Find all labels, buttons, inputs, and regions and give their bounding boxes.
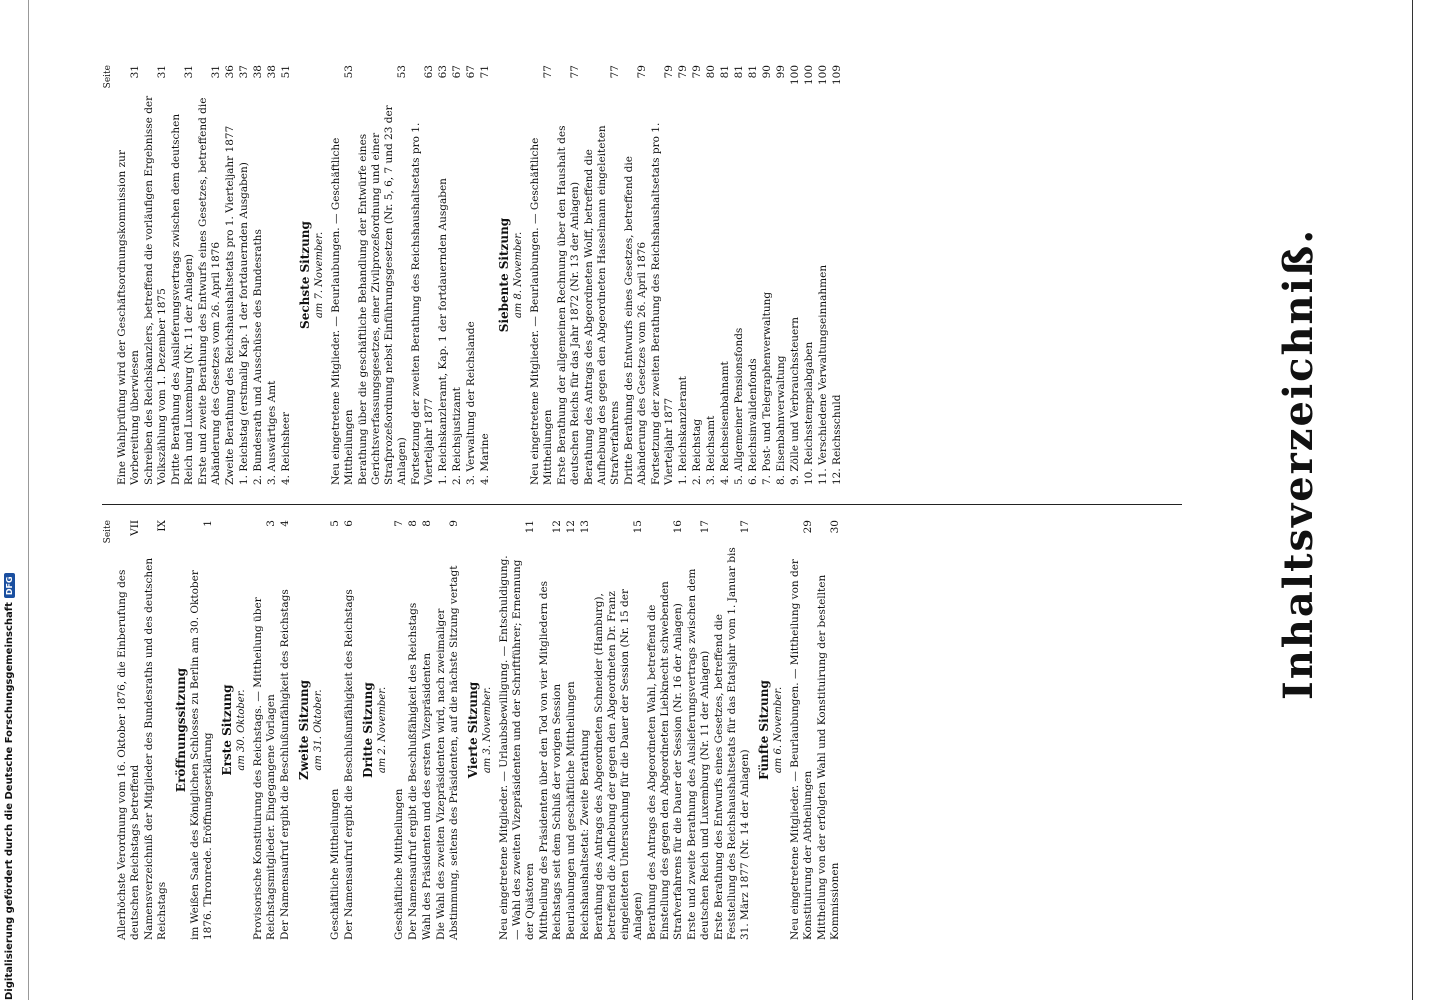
toc-page-number: 29 (802, 520, 814, 534)
toc-entry-text: 4. Reichsheer (280, 411, 292, 485)
toc-entry-text: Reichshaushaltsetat: Zweite Berathung (579, 729, 591, 940)
toc-entry (252, 520, 278, 940)
dfg-logo: DFG (4, 573, 15, 598)
toc-entry (623, 65, 649, 485)
toc-entry-text: Neu eingetretene Mitglieder. — Beurlaubungen. — Geschäftliche Mittheilungen (330, 137, 355, 485)
toc-entry-text: 3. Verwaltung der Reichslande (465, 321, 477, 485)
toc-entry (691, 65, 704, 485)
page-title: Inhaltsverzeichniß. (1275, 227, 1322, 700)
toc-entry-text: 5. Allgemeiner Pensionsfonds (733, 327, 745, 485)
toc-page-number: 79 (691, 65, 703, 79)
toc-page-number: VII (129, 520, 141, 536)
session-date: am 6. November. (773, 686, 784, 774)
toc-entry-text: Der Namensaufruf ergibt die Beschlußfähigkeit des Reichstags (407, 602, 419, 940)
toc-entry (817, 65, 830, 485)
toc-entry-text: Fortsetzung der zweiten Berathung des Reichshaushaltsetats pro 1. Vierteljahr 1877 (410, 122, 435, 485)
toc-page-number: IX (156, 520, 168, 532)
session-header: Zweite Sitzung (297, 679, 311, 781)
toc-page-number: 79 (677, 65, 689, 79)
toc-entry-text: Geschäftliche Mittheilungen (393, 788, 405, 940)
toc-entry (451, 65, 464, 485)
toc-entry (329, 520, 342, 940)
toc-entry-text: 10. Reichsstempelabgaben (803, 341, 815, 485)
toc-entry-text: Neu eingetretene Mitglieder. — Beurlaubungen. — Mittheilung von der Konstituirung der Abtheilungen (789, 559, 814, 940)
session-header: Fünfte Sitzung (757, 680, 771, 780)
toc-entry-text: Berathung des Antrags des Abgeordneten Wolff, betreffend die Aufhebung des gegen den Abgeordneten Hasselmann eingeleiteten Strafverfahrens (583, 125, 621, 485)
toc-entry (775, 65, 788, 485)
toc-page-number: 4 (279, 520, 291, 527)
toc-page-number: 6 (343, 520, 355, 527)
right-column (102, 65, 1262, 485)
toc-page-number: 8 (407, 520, 419, 527)
toc-page-number: 3 (265, 520, 277, 527)
toc-entry-text: Dritte Berathung des Entwurfs eines Gesetzes, betreffend die Abänderung des Gesetzes vom 26. April 1876 (623, 156, 648, 485)
toc-page-number: 100 (789, 65, 801, 86)
session-date: am 3. November. (482, 686, 493, 774)
toc-entry-text: Namensverzeichniß der Mitglieder des Bundesraths und des deutschen Reichstags (143, 557, 168, 940)
toc-entry-text: Geschäftliche Mittheilungen (329, 788, 341, 940)
toc-entry-text: Eine Wahlprüfung wird der Geschäftsordnungskommission zur Vorbereitung überwiesen (116, 150, 141, 485)
toc-entry (565, 520, 578, 940)
toc-page-number: 77 (542, 65, 554, 79)
toc-page-number: 31 (183, 65, 195, 79)
toc-page-number: 81 (733, 65, 745, 79)
toc-entry-text: Allerhöchste Verordnung vom 16. Oktober 1876, die Einberufung des deutschen Reichstags betreffend (116, 569, 141, 940)
toc-entry (529, 65, 555, 485)
session-date: am 30. Oktober. (236, 689, 247, 771)
toc-page-number: 63 (437, 65, 449, 79)
toc-entry-text: Beurlaubungen und geschäftliche Mittheilungen (565, 681, 577, 940)
toc-page-number: 8 (421, 520, 433, 527)
toc-entry (407, 520, 420, 940)
toc-entry (170, 65, 196, 485)
column-divider (102, 504, 1182, 505)
toc-entry (238, 65, 251, 485)
toc-entry-text: Erste und zweite Berathung des Entwurfs eines Gesetzes, betreffend die Abänderung des Gesetzes vom 26. April 1876 (197, 97, 222, 485)
columns (42, 0, 1432, 1000)
toc-entry-text: Dritte Berathung des Auslieferungsvertrags zwischen dem deutschen Reich und Luxemburg (Nr. 11 der Anlagen) (170, 113, 195, 485)
toc-entry (280, 65, 293, 485)
toc-entry (538, 520, 564, 940)
toc-entry (357, 65, 409, 485)
toc-page-number: 79 (663, 65, 675, 79)
toc-page-number: 51 (280, 65, 292, 79)
toc-page-number: 17 (739, 520, 751, 534)
toc-entry-text: Erste und zweite Berathung des Auslieferungsvertrags zwischen dem deutschen Reich und Luxemburg (Nr. 11 der Anlagen) (686, 568, 711, 940)
toc-page-number: 77 (569, 65, 581, 79)
toc-entry-text: Zweite Berathung des Reichshaushaltsetats pro 1. Vierteljahr 1877 (224, 125, 236, 485)
toc-entry (803, 65, 816, 485)
toc-page-number: 11 (524, 520, 536, 534)
toc-page-number: 90 (761, 65, 773, 79)
toc-entry (143, 65, 169, 485)
toc-entry (266, 65, 279, 485)
toc-entry (498, 520, 537, 940)
toc-entry-text: Wahl des Präsidenten und des ersten Vizepräsidenten (421, 652, 433, 940)
toc-entry (593, 520, 645, 940)
toc-entry-text: Neu eingetretene Mitglieder. — Beurlaubungen. — Geschäftliche Mittheilungen (529, 137, 554, 485)
toc-entry (747, 65, 760, 485)
toc-entry (437, 65, 450, 485)
toc-entry-text: 4. Reichseisenbahnamt (719, 361, 731, 485)
toc-entry-text: 4. Marine (479, 433, 491, 485)
toc-page-number: 5 (329, 520, 341, 527)
toc-page-number: 15 (632, 520, 644, 534)
toc-entry-text: 11. Verschiedene Verwaltungseinnahmen (817, 264, 829, 485)
toc-entry (761, 65, 774, 485)
toc-page-number: 79 (636, 65, 648, 79)
toc-entry-text: Mittheilung von der erfolgten Wahl und Konstituirung der bestellten Kommissionen (816, 574, 841, 940)
toc-entry-text: 2. Reichstag (691, 418, 703, 485)
toc-entry (556, 65, 582, 485)
toc-page-number: 12 (551, 520, 563, 534)
toc-page-number: 80 (705, 65, 717, 79)
toc-entry (831, 65, 844, 485)
toc-entry-text: 9. Zölle und Verbrauchssteuern (789, 316, 801, 485)
toc-page-number: 99 (775, 65, 787, 79)
toc-entry (686, 520, 712, 940)
toc-entry (719, 65, 732, 485)
toc-entry-text: Der Namensaufruf ergibt die Beschlußunfähigkeit des Reichstags (279, 589, 291, 940)
toc-entry-text: Erste Berathung des Entwurfs eines Gesetzes, betreffend die Feststellung des Reichshaushaltsetats für das Etatsjahr vom 1. Januar bis 31. März 1877 (Nr. 14 der Anlagen) (713, 547, 751, 940)
toc-entry-text: Neu eingetretene Mitglieder. — Urlaubsbewilligung. — Entschuldigung. — Wahl des zweiten Vizepräsidenten und der Schriftführer; Ernennung der Quästoren (498, 555, 536, 940)
toc-entry (646, 520, 685, 940)
toc-page-number: 38 (266, 65, 278, 79)
toc-entry (479, 65, 492, 485)
toc-entry-text: 8. Eisenbahnverwaltung (775, 355, 787, 485)
toc-page-number: 7 (393, 520, 405, 527)
toc-entry (410, 65, 436, 485)
toc-entry-text: 2. Bundesrath und Ausschüsse des Bundesraths (252, 229, 264, 485)
toc-entry (224, 65, 237, 485)
toc-entry (197, 65, 223, 485)
toc-page-number: 67 (465, 65, 477, 79)
toc-page-number: 100 (803, 65, 815, 86)
toc-page-number: 1 (202, 520, 214, 527)
toc-page-number: 31 (210, 65, 222, 79)
toc-page-number: 100 (817, 65, 829, 86)
toc-entry (343, 520, 356, 940)
toc-entry-text: Fortsetzung der zweiten Berathung des Reichshaushaltsetats pro 1. Vierteljahr 1877 (650, 122, 675, 485)
toc-entry (650, 65, 676, 485)
toc-entry (252, 65, 265, 485)
toc-entry-text: 3. Reichsamt (705, 415, 717, 485)
toc-page-number: 31 (156, 65, 168, 79)
toc-entry (465, 65, 478, 485)
session-header: Dritte Sitzung (361, 682, 375, 778)
toc-entry-text: Der Namensaufruf ergibt die Beschlußunfähigkeit des Reichstags (343, 589, 355, 940)
session-date: am 8. November. (513, 231, 524, 319)
toc-entry (789, 65, 802, 485)
rotated-document (42, 0, 1432, 1000)
toc-page-number: 31 (129, 65, 141, 79)
toc-entry (116, 520, 142, 940)
scan-edge-left-margin (28, 0, 29, 1000)
session-header: Eröffnungssitzung (174, 667, 188, 793)
digitization-credit (4, 576, 15, 1000)
toc-entry-text: 6. Reichsinvalidenfonds (747, 358, 759, 485)
toc-entry (421, 520, 434, 940)
toc-page-number: 63 (423, 65, 435, 79)
left-column (102, 520, 1262, 940)
session-date: am 31. Oktober. (313, 689, 324, 771)
toc-entry-text: 12. Reichsschuld (831, 394, 843, 485)
toc-page-number: 37 (238, 65, 250, 79)
toc-page-number: 81 (747, 65, 759, 79)
toc-page-number: 81 (719, 65, 731, 79)
toc-entry (330, 65, 356, 485)
seite-label-left: Seite (103, 520, 113, 544)
session-header: Erste Sitzung (220, 684, 234, 776)
toc-entry-text: Die Wahl des zweiten Vizepräsidenten wird, nach zweimaliger Abstimmung, seitens des Präsidenten, auf die nächste Sitzung vertagt (435, 565, 460, 940)
toc-entry-text: Berathung des Antrags des Abgeordneten Schneider (Hamburg), betreffend die Aufhebung der gegen den Abgeordneten Dr. Franz eingeleiteten Untersuchung für die Dauer der Session (Nr. 15 der Anlagen) (593, 589, 644, 940)
toc-page-number: 36 (224, 65, 236, 79)
toc-entry (279, 520, 292, 940)
toc-entry (733, 65, 746, 485)
toc-entry (677, 65, 690, 485)
toc-entry-text: Provisorische Konstituirung des Reichstags. — Mittheilung über Reichstagsmitglieder. Eingegangene Vorlagen (252, 597, 277, 940)
toc-entry (705, 65, 718, 485)
toc-entry (816, 520, 842, 940)
toc-page-number: 67 (451, 65, 463, 79)
seite-label-right: Seite (103, 65, 113, 89)
toc-entry (579, 520, 592, 940)
toc-page-number: 13 (579, 520, 591, 534)
toc-page-number: 17 (699, 520, 711, 534)
session-date: am 7. November. (314, 231, 325, 319)
toc-entry-text: 7. Post- und Telegraphenverwaltung (761, 291, 773, 485)
toc-page-number: 30 (829, 520, 841, 534)
toc-entry-text: Erste Berathung der allgemeinen Rechnung über den Haushalt des deutschen Reichs für das Jahr 1872 (Nr. 13 der Anlagen) (556, 125, 581, 485)
toc-entry-text: 2. Reichsjustizamt (451, 387, 463, 485)
toc-page-number: 109 (831, 65, 843, 86)
toc-entry-text: 3. Auswärtiges Amt (266, 380, 278, 485)
toc-entry-text: Mittheilung des Präsidenten über den Tod von vier Mitgliedern des Reichstags seit dem Schluß der vorigen Session (538, 580, 563, 940)
toc-page-number: 53 (343, 65, 355, 79)
session-header: Siebente Sitzung (497, 217, 511, 333)
toc-entry-text: 1. Reichskanzleramt, Kap. 1 der fortdauernden Ausgaben (437, 178, 449, 485)
toc-entry (583, 65, 622, 485)
credit-text: Digitalisierung gefördert durch die Deutsche Forschungsgemeinschaft (4, 602, 15, 1000)
toc-page-number: 16 (672, 520, 684, 534)
toc-page-number: 77 (609, 65, 621, 79)
toc-entry-text: im Weißen Saale des Königlichen Schlosses zu Berlin am 30. Oktober 1876. Thronrede. Eröffnungserklärung (189, 570, 214, 940)
toc-entry (143, 520, 169, 940)
toc-entry-text: 1. Reichstag (erstmalig Kap. 1 der fortdauernden Ausgaben) (238, 162, 250, 485)
toc-entry (435, 520, 461, 940)
toc-page-number: 9 (448, 520, 460, 527)
toc-entry-text: Berathung des Antrags des Abgeordneten Wahl, betreffend die Einstellung des gegen den Abgeordneten Liebknecht schwebenden Strafverfahrens für die Dauer der Session (Nr. 16 der Anlagen) (646, 581, 684, 940)
toc-page-number: 53 (396, 65, 408, 79)
toc-entry (116, 65, 142, 485)
session-date: am 2. November. (377, 686, 388, 774)
toc-entry-text: 1. Reichskanzleramt (677, 376, 689, 485)
session-header: Vierte Sitzung (466, 681, 480, 779)
toc-page-number: 12 (565, 520, 577, 534)
toc-entry (713, 520, 752, 940)
toc-page-number: 38 (252, 65, 264, 79)
toc-entry-text: Berathung über die geschäftliche Behandlung der Entwürfe eines Gerichtsverfassungsgesetzes, einer Zivilprozeßordnung und einer Strafprozeßordnung nebst Einführungsgesetzen (Nr. 5, 6, 7 und 23 der Anlagen) (357, 105, 408, 485)
toc-entry-text: Schreiben des Reichskanzlers, betreffend die vorläufigen Ergebnisse der Volkszählung vom 1. Dezember 1875 (143, 95, 168, 485)
toc-page-number: 71 (479, 65, 491, 79)
toc-entry (189, 520, 215, 940)
session-header: Sechste Sitzung (298, 221, 312, 329)
toc-entry (393, 520, 406, 940)
toc-entry (789, 520, 815, 940)
